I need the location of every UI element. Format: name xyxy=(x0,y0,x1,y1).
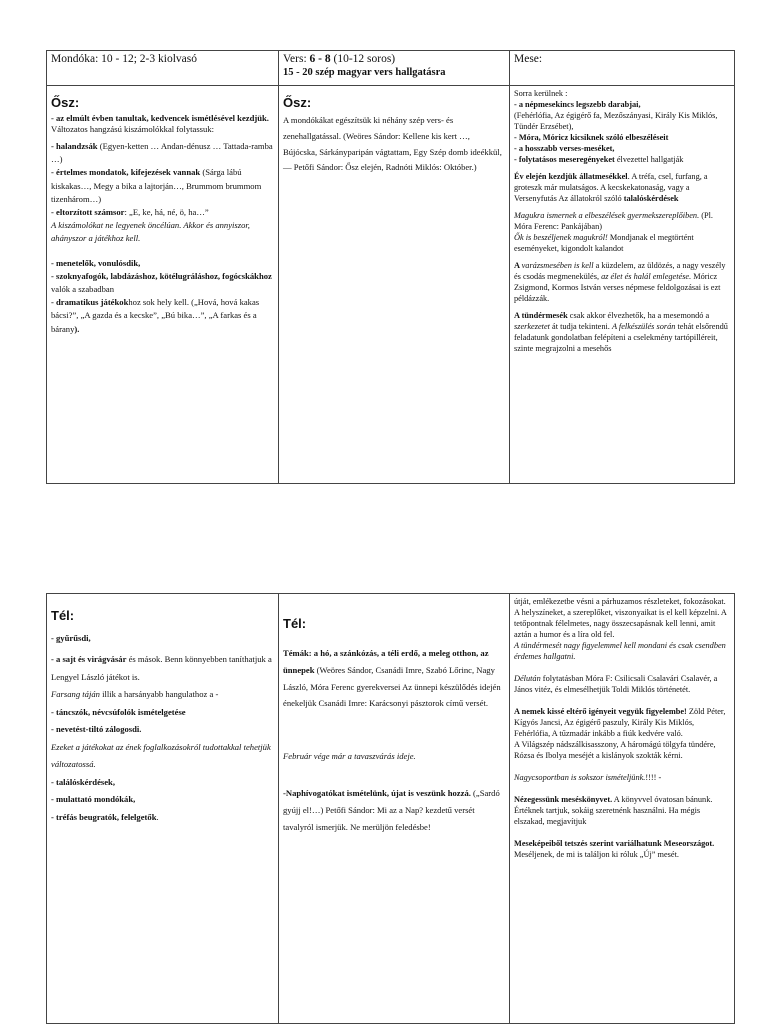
winter-mese-4-italic: Délután xyxy=(514,674,541,683)
mondoka-line-8-bold: - dramatikus játékok xyxy=(51,297,129,308)
header-vers-lines: (10-12 soros) xyxy=(330,53,396,65)
mese-s11-text-2: át tudja tekinteni. xyxy=(549,322,612,331)
autumn-mondoka-cell xyxy=(47,86,279,484)
mondoka-line-6-bold: - menetelők, vonulósdik, xyxy=(51,257,141,268)
season-title-winter-2: Tél: xyxy=(283,616,307,631)
winter-mese-2: A helyszíneket, a szereplőket, viszonyaikat is el kell képzelni. A tetőpontnak félelmetes, nagy összecsapásnak kell lenni, amit aztán a humor és a líra old fel. xyxy=(514,608,727,639)
season-title-autumn-2: Ősz: xyxy=(283,95,312,110)
mese-s5: - a hosszabb verses-meséket, xyxy=(514,144,615,153)
mese-s7-bold: Év elején kezdjük állatmesékkel xyxy=(514,172,628,181)
winter-mondoka-2-text: és mások. Benn könnyebben taníthatjuk a Lengyel László játékot is. xyxy=(51,654,272,682)
winter-vers-3-bold: -Naphívogatókat ismételünk, újat is veszünk hozzá. xyxy=(283,788,471,799)
winter-vers-3 xyxy=(283,785,505,835)
mese-s11 xyxy=(514,310,730,354)
winter-mondoka-5: - nevetést-tiltó zálogosdi. xyxy=(51,724,142,735)
mese-s4: - Móra, Móricz kicsiknek szóló elbeszéléseit xyxy=(514,133,669,142)
mondoka-line-7-bold: - szoknyafogók, labdázáshoz, kötélugráláshoz, fogócskákhoz xyxy=(51,270,272,281)
winter-mese-8-text: A könyvvel óvatosan bánunk. Értéknek tartjuk, sokáig szeretnénk használni. Ha mégis elszakad, megjavítjuk xyxy=(514,795,713,826)
header-vers-text xyxy=(283,53,395,65)
mese-s11-italic-2: A felkészülés során xyxy=(611,322,676,331)
mese-s6-bold: - folytatásos meseregényeket xyxy=(514,155,615,164)
header-vers xyxy=(279,51,510,86)
winter-mondoka-1-bold: - gyűrűsdi, xyxy=(51,633,91,643)
mondoka-line-8 xyxy=(51,296,274,336)
winter-mese-5-text: Zöld Péter, Kígyós Jancsi, Az égigérő paszuly, Király Kis Miklós, Fehérlófia, A tűzmadár inkább a fiúk kedvére való. xyxy=(514,707,726,738)
mese-s8 xyxy=(514,210,730,232)
mondoka-line-4 xyxy=(51,206,274,219)
winter-mondoka-3-text: illik a harsányabb hangulathoz a - xyxy=(99,689,219,700)
winter-mese-7-text: !!!! - xyxy=(645,773,662,782)
header-mondoka xyxy=(47,51,279,86)
mese-s10-text-2: Móricz Zsigmond, Kormos István verses népmese feldolgozásai is ezt példázzák. xyxy=(514,272,721,303)
mese-s11-text: csak akkor élvezhetők, ha a mesemondó a xyxy=(567,311,710,320)
winter-mondoka-9-bold: - tréfás beugratók, felelgetők xyxy=(51,811,157,822)
season-title-winter-1: Tél: xyxy=(51,608,75,623)
winter-mondoka-2 xyxy=(51,651,274,686)
mese-s11-text-3: tehát elsőrendű feladatunk gondolatban felépíteni a cselekmény tartópilléreit, szinte megrajzolni a mesehős xyxy=(514,322,728,353)
mondoka-line-7 xyxy=(51,270,274,296)
mese-s9-italic: Ők is beszéljenek magukról! xyxy=(514,233,608,242)
winter-mondoka-3 xyxy=(51,686,274,704)
winter-mondoka-3-italic: Farsang táján xyxy=(51,689,100,700)
mondoka-line-2-text: (Egyen-ketten … Andan-dénusz … Tattada-ramba …) xyxy=(51,141,273,165)
winter-mese-8-bold: Nézegessünk meséskönyvet. xyxy=(514,795,613,804)
winter-vers-1-text: (Weöres Sándor, Csanádi Imre, Szabó Lőrinc, Nagy László, Móra Ferenc gyerekversei Az ünnepi készülődés idején énekeljük Csanádi Imre: Karácsonyi pásztorok című versét. xyxy=(283,664,501,709)
winter-mese-7 xyxy=(514,772,730,783)
winter-mese-6: A Világszép nádszálkisasszony, A háromágú tölgyfa tündére, Rózsa és Ibolya meséjét a kislányok szokták kérni. xyxy=(514,740,716,760)
mondoka-line-4-text: : „E, ke, há, né, ö, ha…” xyxy=(124,207,209,218)
winter-mese-8 xyxy=(514,794,730,827)
mese-s10 xyxy=(514,260,730,304)
mese-s8-italic: Magukra ismernek a elbeszélések gyermekszereplőiben. xyxy=(514,211,700,220)
autumn-header-row xyxy=(47,51,735,86)
winter-mese-9 xyxy=(514,838,730,860)
mondoka-line-3-bold: - értelmes mondatok, kifejezések vannak xyxy=(51,167,201,178)
mese-s10-italic-2: az élet és halál emlegetése. xyxy=(601,272,692,281)
mondoka-line-3 xyxy=(51,166,274,206)
mese-s6-text: élvezettel hallgatják xyxy=(614,155,684,164)
winter-vers-1 xyxy=(283,645,505,712)
mondoka-line-8-text: hoz sok hely kell. („Hová, hová kakas bácsi?”, „A gazda és a kecske”, „Bú bika…”, „A farkas és a bárany xyxy=(51,297,260,334)
winter-vers-3-text: („Sardó gyújj el!…) Petőfi Sándor: Mi az a Nap? kezdetű versét tavalyról ismerjük. Ne merüljön feledésbe! xyxy=(283,788,500,832)
winter-mondoka-2-bold: - a sajt és virágvásár xyxy=(51,654,127,665)
winter-mese-4-text: folytatásban Móra F: Csilicsali Csalavári Csalavér, a János vitéz, és elmesélhetjük Toldi Miklós történetét. xyxy=(514,674,718,694)
autumn-vers-cell xyxy=(279,86,510,484)
winter-mese-5 xyxy=(514,706,730,739)
mondoka-line-1 xyxy=(51,113,274,134)
mondoka-line-7-text: valók a szabadban xyxy=(51,284,114,295)
winter-mondoka-9-text: . xyxy=(156,811,159,822)
mondoka-line-5: A kiszámolókat ne legyenek öncélúan. Akkor és annyiszor, ahányszor a játékhoz kell. xyxy=(51,220,250,244)
winter-mondoka-7: - találóskérdések, xyxy=(51,776,115,787)
header-vers-count: 6 - 8 xyxy=(309,53,331,65)
mese-s7-text: . A tréfa, csel, furfang, a groteszk már mulatságos. A kecskekatonaság, vagy a Versenyfutás Az állatokról szóló xyxy=(514,172,708,203)
winter-mondoka-9 xyxy=(51,809,274,827)
mese-s6 xyxy=(514,154,730,165)
winter-vers-cell xyxy=(279,594,510,1024)
mese-s11-italic: szerkezetet xyxy=(514,322,550,331)
winter-mondoka-4: - táncszók, névcsúfolók ismételgetése xyxy=(51,706,186,717)
mondoka-line-2-bold: - halandzsák xyxy=(51,141,98,151)
winter-mese-4 xyxy=(514,673,730,695)
header-mese xyxy=(510,51,735,86)
header-vers-label: Vers: xyxy=(283,53,310,65)
vers-autumn-text: A mondókákat egészítsük ki néhány szép vers- és zenehallgatással. (Weöres Sándor: Kellene kis kert …, Bújócska, Sárkányparipán vágtattam, Egy Szép domb ideékkül, — Petőfi Sándor: Ősz elején, Radnóti Miklós: Október.) xyxy=(283,115,502,173)
winter-mese-3: A tündérmesét nagy figyelemmel kell mondani és csak csendben érdemes hallgatni. xyxy=(514,641,726,661)
winter-mondoka-cell xyxy=(47,594,279,1024)
mese-s11-bold: A tündérmesék xyxy=(514,311,568,320)
winter-mondoka-6: Ezeket a játékokat az ének foglalkozásokról tudottakkal tehetjük változatossá. xyxy=(51,741,271,770)
winter-mese-9-bold: Meseképeiből tetszés szerint variálhatunk Meseországot. xyxy=(514,839,715,848)
header-vers-subheader: 15 - 20 szép magyar vers hallgatásra xyxy=(283,67,446,78)
winter-mondoka-1 xyxy=(51,632,274,645)
mondoka-line-3-text: (Sárga lábú kiskakas…, Megy a bika a lajtorján…, Brummom brummom tizenhárom…) xyxy=(51,167,262,204)
mondoka-line-6 xyxy=(51,257,274,270)
mese-s9-text: Mondjanak el megtörtént eseményeket, kigondolt kalandot xyxy=(514,233,694,253)
autumn-mese-cell xyxy=(510,86,735,484)
mese-s7 xyxy=(514,171,730,204)
winter-vers-2: Február vége már a tavaszvárás ideje. xyxy=(283,751,416,762)
mondoka-line-1-text: Változatos hangzású kiszámolókkal folytassuk: xyxy=(51,123,215,134)
mese-s10-italic: varázsmesében is kell xyxy=(521,261,594,270)
winter-mese-5-bold: A nemek kissé eltérő igényeit vegyük figyelembe! xyxy=(514,707,687,716)
season-title-autumn-1: Ősz: xyxy=(51,95,80,110)
winter-mese-9-text: Meséljenek, de mi is találjon ki róluk „Új” mesét. xyxy=(514,850,679,859)
autumn-table xyxy=(46,50,735,484)
mese-s10-text: a küzdelem, az üldözés, a nagy veszély és csodás megmenekülés, xyxy=(514,261,726,281)
mese-s7-bold-2: talalóskérdések xyxy=(623,194,679,203)
winter-table xyxy=(46,593,735,1024)
mondoka-line-1-bold: - az elmúlt évben tanultak, kedvencek ismétlésével kezdjük. xyxy=(51,113,269,123)
header-mondoka-text: Mondóka: 10 - 12; 2-3 kiolvasó xyxy=(51,53,197,65)
mese-s3: (Fehérlófia, Az égigérő fa, Mezőszányasi, Király Kis Miklós, Tündér Erzsébet), xyxy=(514,111,718,131)
winter-mese-1: útját, emlékezetbe vésni a párhuzamos részleteket, fokozásokat. xyxy=(514,597,726,606)
winter-content-row xyxy=(47,594,735,1024)
mese-s10-bold: A xyxy=(514,261,522,270)
mese-s8-text: (Pl. Móra Ferenc: Pankájában) xyxy=(514,211,714,231)
mondoka-line-8-end: ). xyxy=(74,323,80,334)
mese-s9 xyxy=(514,232,730,254)
winter-mese-7-italic: Nagycsoportban is sokszor ismételjünk. xyxy=(514,773,646,782)
winter-mese-cell xyxy=(510,594,735,1024)
mese-s1: Sorra kerülnek : xyxy=(514,89,568,98)
winter-mondoka-8: - mulattató mondókák, xyxy=(51,794,136,805)
winter-vers-1-bold: Témák: a hó, a szánkózás, a téli erdő, a meleg otthon, az ünnepek xyxy=(283,648,489,675)
mondoka-line-2 xyxy=(51,140,274,166)
mondoka-line-4-bold: - eltorzított számsor xyxy=(51,207,125,218)
mese-s2: - a népmesekincs legszebb darabjai, xyxy=(514,100,641,109)
header-mese-text: Mese: xyxy=(514,53,543,65)
autumn-content-row xyxy=(47,86,735,484)
